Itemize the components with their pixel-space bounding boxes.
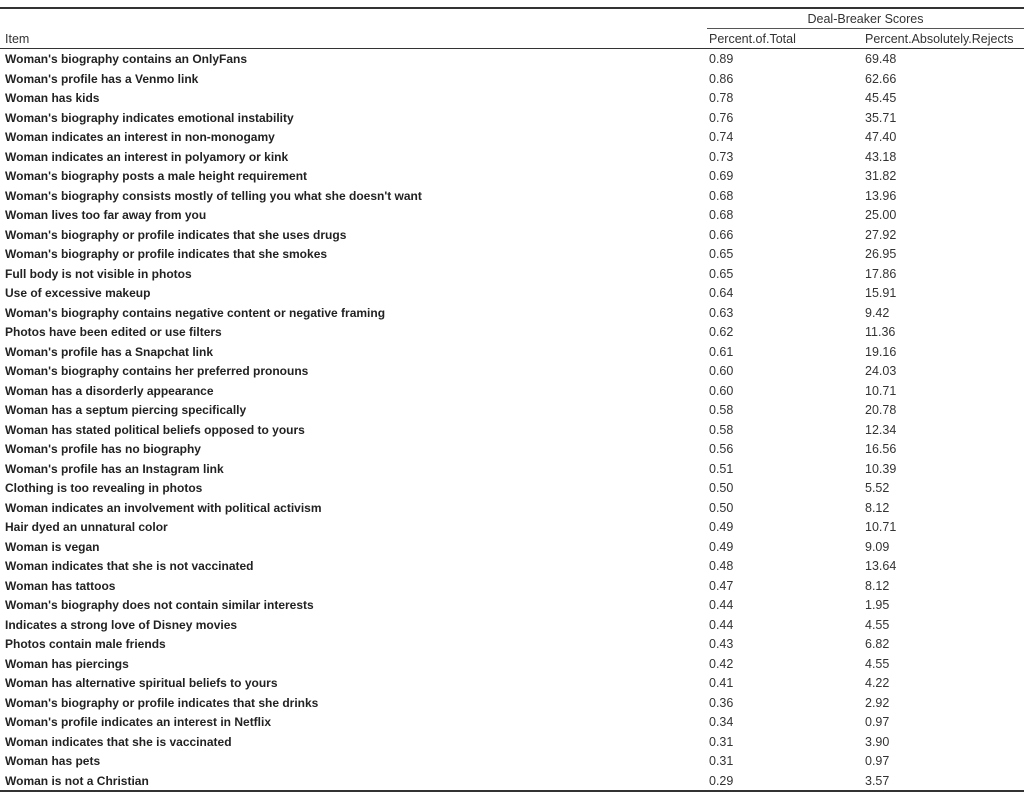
item-cell: Photos contain male friends — [5, 637, 166, 651]
percent-of-total-cell: 0.65 — [709, 266, 734, 281]
table-row — [0, 108, 1024, 128]
percent-absolutely-rejects-cell: 24.03 — [865, 364, 897, 378]
table-row — [0, 69, 1024, 89]
percent-of-total-cell: 0.63 — [709, 305, 734, 320]
percent-of-total-cell: 0.65 — [709, 247, 734, 261]
percent-of-total-cell: 0.58 — [709, 422, 734, 437]
percent-of-total-cell: 0.74 — [709, 130, 734, 144]
percent-of-total-cell: 0.60 — [709, 364, 734, 378]
percent-of-total-cell: 0.68 — [709, 208, 734, 222]
percent-absolutely-rejects-cell: 4.55 — [865, 656, 890, 671]
percent-of-total-cell: 0.49 — [709, 520, 734, 534]
header-item: Item — [5, 32, 30, 46]
table-row — [0, 127, 1024, 147]
item-cell: Indicates a strong love of Disney movies — [5, 617, 238, 632]
table-row — [0, 537, 1024, 557]
percent-absolutely-rejects-cell: 13.96 — [865, 188, 897, 203]
percent-absolutely-rejects-cell: 0.97 — [865, 754, 890, 768]
percent-absolutely-rejects-cell: 19.16 — [865, 344, 897, 359]
percent-of-total-cell: 0.49 — [709, 539, 734, 554]
item-cell: Woman indicates an involvement with political activism — [5, 500, 322, 515]
percent-absolutely-rejects-cell: 43.18 — [865, 149, 897, 164]
percent-of-total-cell: 0.60 — [709, 383, 734, 398]
header-row — [0, 29, 1024, 49]
percent-absolutely-rejects-cell: 9.42 — [865, 305, 890, 320]
item-cell: Woman has a septum piercing specifically — [5, 403, 247, 417]
percent-absolutely-rejects-cell: 4.55 — [865, 617, 890, 632]
item-cell: Woman's biography does not contain similar interests — [5, 598, 314, 612]
percent-absolutely-rejects-cell: 10.71 — [865, 520, 897, 534]
column-spanner-label: Deal-Breaker Scores — [807, 12, 924, 26]
table-row — [0, 186, 1024, 206]
table-row — [0, 420, 1024, 440]
table-row — [0, 283, 1024, 303]
percent-of-total-cell: 0.69 — [709, 169, 734, 183]
percent-of-total-cell: 0.76 — [709, 110, 734, 125]
item-cell: Woman is not a Christian — [5, 773, 149, 788]
percent-of-total-cell: 0.31 — [709, 754, 734, 768]
percent-absolutely-rejects-cell: 10.71 — [865, 383, 897, 398]
table-row — [0, 49, 1024, 69]
percent-absolutely-rejects-cell: 9.09 — [865, 539, 890, 554]
item-cell: Woman has kids — [5, 91, 100, 105]
column-spanner-row — [0, 9, 1024, 29]
percent-of-total-cell: 0.89 — [709, 52, 734, 66]
item-cell: Woman has piercings — [5, 656, 129, 671]
table-row — [0, 88, 1024, 108]
item-cell: Woman's profile has no biography — [5, 442, 201, 456]
item-cell: Woman has alternative spiritual beliefs to yours — [5, 676, 278, 690]
table-row — [0, 322, 1024, 342]
percent-absolutely-rejects-cell: 8.12 — [865, 578, 890, 593]
item-cell: Woman indicates an interest in polyamory or kink — [5, 149, 289, 164]
percent-of-total-cell: 0.56 — [709, 442, 734, 456]
item-cell: Photos have been edited or use filters — [5, 325, 222, 339]
table-row — [0, 556, 1024, 576]
table-row — [0, 595, 1024, 615]
table-row — [0, 439, 1024, 459]
percent-absolutely-rejects-cell: 27.92 — [865, 227, 897, 242]
percent-of-total-cell: 0.44 — [709, 598, 734, 612]
header-percent-of-total: Percent.of.Total — [709, 32, 796, 46]
percent-absolutely-rejects-cell: 62.66 — [865, 71, 897, 86]
percent-absolutely-rejects-cell: 35.71 — [865, 110, 897, 125]
table-row — [0, 517, 1024, 537]
table-row — [0, 225, 1024, 245]
item-cell: Woman's biography contains negative content or negative framing — [5, 305, 386, 320]
percent-absolutely-rejects-cell: 47.40 — [865, 130, 897, 144]
header-percent-absolutely-rejects: Percent.Absolutely.Rejects — [865, 32, 1014, 46]
table-row — [0, 478, 1024, 498]
table-row — [0, 459, 1024, 479]
percent-of-total-cell: 0.61 — [709, 344, 734, 359]
item-cell: Woman is vegan — [5, 539, 100, 554]
table-row — [0, 771, 1024, 791]
item-cell: Full body is not visible in photos — [5, 266, 192, 281]
percent-absolutely-rejects-cell: 11.36 — [865, 325, 896, 339]
percent-of-total-cell: 0.44 — [709, 617, 734, 632]
percent-of-total-cell: 0.64 — [709, 286, 734, 300]
item-cell: Woman's profile indicates an interest in Netflix — [5, 715, 272, 729]
percent-absolutely-rejects-cell: 31.82 — [865, 169, 897, 183]
percent-of-total-cell: 0.41 — [709, 676, 734, 690]
item-cell: Woman indicates that she is not vaccinated — [5, 559, 254, 573]
percent-of-total-cell: 0.62 — [709, 325, 734, 339]
percent-absolutely-rejects-cell: 8.12 — [865, 500, 890, 515]
item-cell: Woman's biography or profile indicates that she smokes — [5, 247, 328, 261]
percent-absolutely-rejects-cell: 0.97 — [865, 715, 890, 729]
item-cell: Woman's biography or profile indicates that she uses drugs — [5, 227, 347, 242]
table-row — [0, 361, 1024, 381]
item-cell: Woman's biography indicates emotional instability — [5, 110, 294, 125]
percent-of-total-cell: 0.73 — [709, 149, 734, 164]
percent-absolutely-rejects-cell: 16.56 — [865, 442, 897, 456]
percent-absolutely-rejects-cell: 12.34 — [865, 422, 897, 437]
percent-of-total-cell: 0.29 — [709, 773, 734, 788]
table-row — [0, 342, 1024, 362]
table-row — [0, 576, 1024, 596]
table-row — [0, 147, 1024, 167]
table-row — [0, 400, 1024, 420]
percent-absolutely-rejects-cell: 20.78 — [865, 403, 897, 417]
percent-absolutely-rejects-cell: 69.48 — [865, 52, 897, 66]
percent-absolutely-rejects-cell: 25.00 — [865, 208, 897, 222]
item-cell: Woman lives too far away from you — [5, 208, 207, 222]
percent-absolutely-rejects-cell: 17.86 — [865, 266, 897, 281]
item-cell: Woman's biography or profile indicates that she drinks — [5, 695, 319, 710]
percent-of-total-cell: 0.43 — [709, 637, 734, 651]
table-row — [0, 693, 1024, 713]
percent-of-total-cell: 0.50 — [709, 500, 734, 515]
percent-absolutely-rejects-cell: 3.90 — [865, 734, 890, 749]
percent-of-total-cell: 0.58 — [709, 403, 734, 417]
percent-absolutely-rejects-cell: 1.95 — [865, 598, 890, 612]
percent-of-total-cell: 0.66 — [709, 227, 734, 242]
item-cell: Woman indicates an interest in non-monogamy — [5, 130, 275, 144]
percent-of-total-cell: 0.51 — [709, 461, 734, 476]
percent-absolutely-rejects-cell: 6.82 — [865, 637, 890, 651]
table-row — [0, 732, 1024, 752]
item-cell: Woman has tattoos — [5, 578, 116, 593]
percent-of-total-cell: 0.86 — [709, 71, 734, 86]
table-row — [0, 166, 1024, 186]
percent-absolutely-rejects-cell: 10.39 — [865, 461, 897, 476]
table-row — [0, 751, 1024, 771]
percent-of-total-cell: 0.42 — [709, 656, 734, 671]
table-row — [0, 244, 1024, 264]
percent-absolutely-rejects-cell: 13.64 — [865, 559, 897, 573]
item-cell: Hair dyed an unnatural color — [5, 520, 168, 534]
table-row — [0, 498, 1024, 518]
percent-absolutely-rejects-cell: 2.92 — [865, 695, 890, 710]
table-row — [0, 654, 1024, 674]
item-cell: Clothing is too revealing in photos — [5, 481, 203, 495]
item-cell: Woman's profile has an Instagram link — [5, 461, 224, 476]
table-row — [0, 634, 1024, 654]
item-cell: Woman's profile has a Venmo link — [5, 71, 199, 86]
item-cell: Woman's biography consists mostly of telling you what she doesn't want — [5, 188, 422, 203]
table-row — [0, 303, 1024, 323]
percent-absolutely-rejects-cell: 4.22 — [865, 676, 890, 690]
deal-breaker-table — [0, 7, 1024, 792]
percent-absolutely-rejects-cell: 5.52 — [865, 481, 890, 495]
table-row — [0, 673, 1024, 693]
percent-of-total-cell: 0.47 — [709, 578, 734, 593]
item-cell: Woman's biography contains her preferred pronouns — [5, 364, 309, 378]
percent-of-total-cell: 0.48 — [709, 559, 734, 573]
percent-absolutely-rejects-cell: 15.91 — [865, 286, 897, 300]
table-row — [0, 381, 1024, 401]
percent-absolutely-rejects-cell: 26.95 — [865, 247, 897, 261]
item-cell: Woman has pets — [5, 754, 101, 768]
table-row — [0, 615, 1024, 635]
percent-of-total-cell: 0.68 — [709, 188, 734, 203]
percent-absolutely-rejects-cell: 3.57 — [865, 773, 890, 788]
item-cell: Woman's biography posts a male height requirement — [5, 169, 308, 183]
table-row — [0, 712, 1024, 732]
percent-of-total-cell: 0.36 — [709, 695, 734, 710]
table-row — [0, 264, 1024, 284]
percent-of-total-cell: 0.34 — [709, 715, 734, 729]
percent-absolutely-rejects-cell: 45.45 — [865, 91, 897, 105]
percent-of-total-cell: 0.50 — [709, 481, 734, 495]
item-cell: Woman's profile has a Snapchat link — [5, 344, 214, 359]
item-cell: Woman has stated political beliefs opposed to yours — [5, 422, 305, 437]
item-cell: Use of excessive makeup — [5, 286, 151, 300]
table-row — [0, 205, 1024, 225]
percent-of-total-cell: 0.78 — [709, 91, 734, 105]
item-cell: Woman indicates that she is vaccinated — [5, 734, 232, 749]
item-cell: Woman has a disorderly appearance — [5, 383, 214, 398]
percent-of-total-cell: 0.31 — [709, 734, 734, 749]
table-body — [0, 49, 1024, 790]
item-cell: Woman's biography contains an OnlyFans — [5, 52, 248, 66]
